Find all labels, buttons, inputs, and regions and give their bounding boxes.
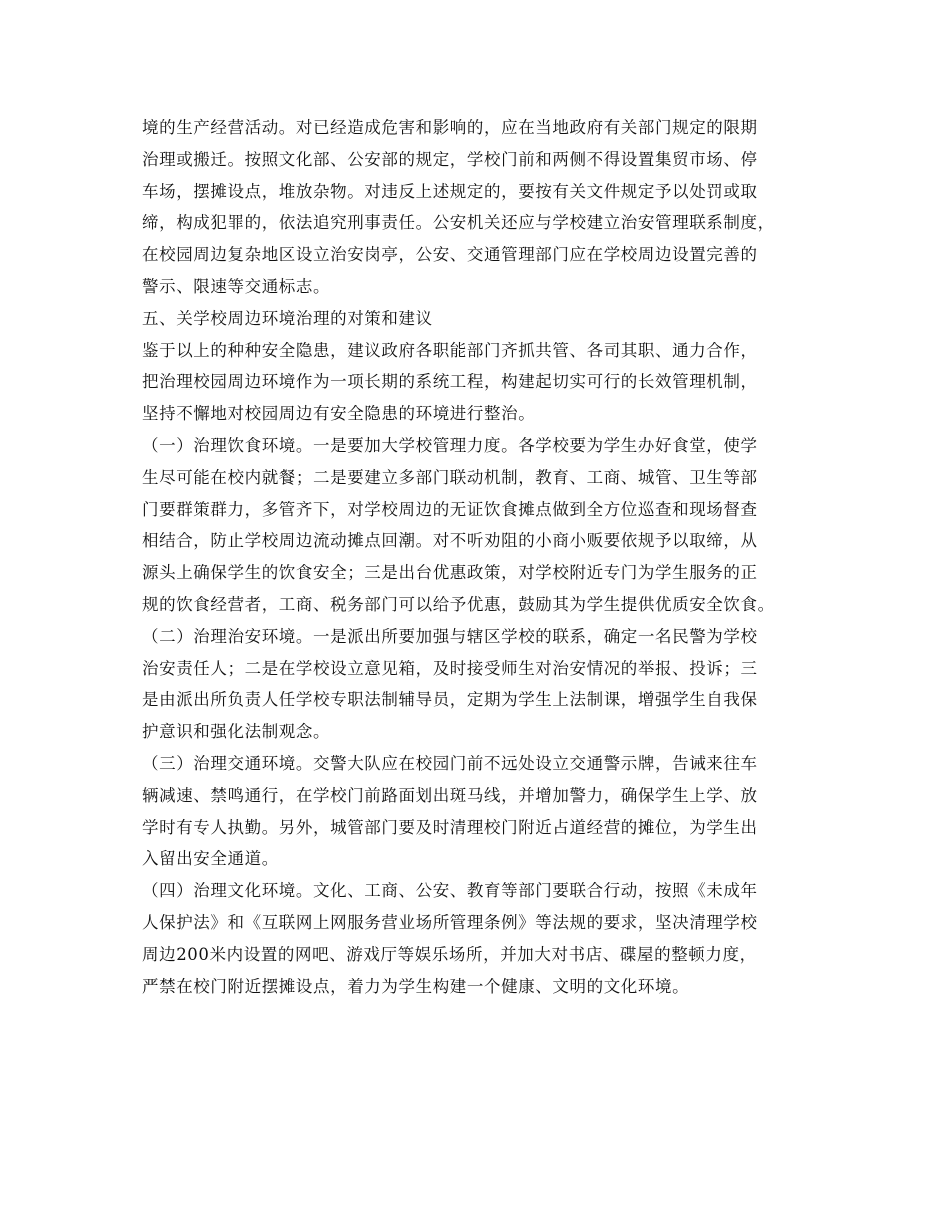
text-line: 车场，摆摊设点，堆放杂物。对违反上述规定的，要按有关文件规定予以处罚或取	[142, 181, 758, 201]
text-line: 规的饮食经营者，工商、税务部门可以给予优惠，鼓励其为学生提供优质安全饮食。	[142, 594, 775, 614]
text-line: 把治理校园周边环境作为一项长期的系统工程，构建起切实可行的长效管理机制，	[142, 372, 758, 392]
text-line: 源头上确保学生的饮食安全；三是出台优惠政策，对学校附近专门为学生服务的正	[142, 563, 758, 583]
text-line: （二）治理治安环境。一是派出所要加强与辖区学校的联系，确定一名民警为学校	[142, 626, 758, 646]
text-line: 辆减速、禁鸣通行，在学校门前路面划出斑马线，并增加警力，确保学生上学、放	[142, 785, 758, 805]
text-line: 人保护法》和《互联网上网服务营业场所管理条例》等法规的要求，坚决清理学校	[142, 912, 758, 932]
text-line: 坚持不懈地对校园周边有安全隐患的环境进行整治。	[142, 404, 536, 424]
text-line: 警示、限速等交通标志。	[142, 276, 331, 296]
text-line: 治安责任人；二是在学校设立意见箱，及时接受师生对治安情况的举报、投诉；三	[142, 658, 758, 678]
text-line: 治理或搬迁。按照文化部、公安部的规定，学校门前和两侧不得设置集贸市场、停	[142, 149, 758, 169]
document-body	[142, 112, 832, 1002]
text-line: （四）治理文化环境。文化、工商、公安、教育等部门要联合行动，按照《未成年	[142, 881, 758, 901]
text-line: 护意识和强化法制观念。	[142, 722, 331, 742]
text-line: 相结合，防止学校周边流动摊点回潮。对不听劝阻的小商小贩要依规予以取缔，从	[142, 531, 758, 551]
text-line: 学时有专人执勤。另外，城管部门要及时清理校门附近占道经营的摊位，为学生出	[142, 817, 758, 837]
text-line: 入留出安全通道。	[142, 849, 279, 869]
text-line: 境的生产经营活动。对已经造成危害和影响的，应在当地政府有关部门规定的限期	[142, 118, 758, 137]
text-line: 是由派出所负责人任学校专职法制辅导员，定期为学生上法制课，增强学生自我保	[142, 690, 758, 710]
text-line: 五、关学校周边环境治理的对策和建议	[142, 308, 433, 328]
text-line: 缔，构成犯罪的，依法追究刑事责任。公安机关还应与学校建立治安管理联系制度，	[142, 213, 775, 233]
text-line: （三）治理交通环境。交警大队应在校园门前不远处设立交通警示牌，告诫来往车	[142, 753, 758, 773]
text-line: 生尽可能在校内就餐；二是要建立多部门联动机制，教育、工商、城管、卫生等部	[142, 467, 758, 487]
text-line: 周边200米内设置的网吧、游戏厅等娱乐场所，并加大对书店、碟屋的整顿力度，	[142, 944, 757, 964]
text-line: 严禁在校门附近摆摊设点，着力为学生构建一个健康、文明的文化环境。	[142, 976, 690, 996]
text-line: （一）治理饮食环境。一是要加大学校管理力度。各学校要为学生办好食堂，使学	[142, 435, 758, 455]
text-line: 门要群策群力，多管齐下，对学校周边的无证饮食摊点做到全方位巡查和现场督查	[142, 499, 758, 519]
text-line: 鉴于以上的种种安全隐患，建议政府各职能部门齐抓共管、各司其职、通力合作，	[142, 340, 758, 360]
text-line: 在校园周边复杂地区设立治安岗亭，公安、交通管理部门应在学校周边设置完善的	[142, 245, 758, 265]
